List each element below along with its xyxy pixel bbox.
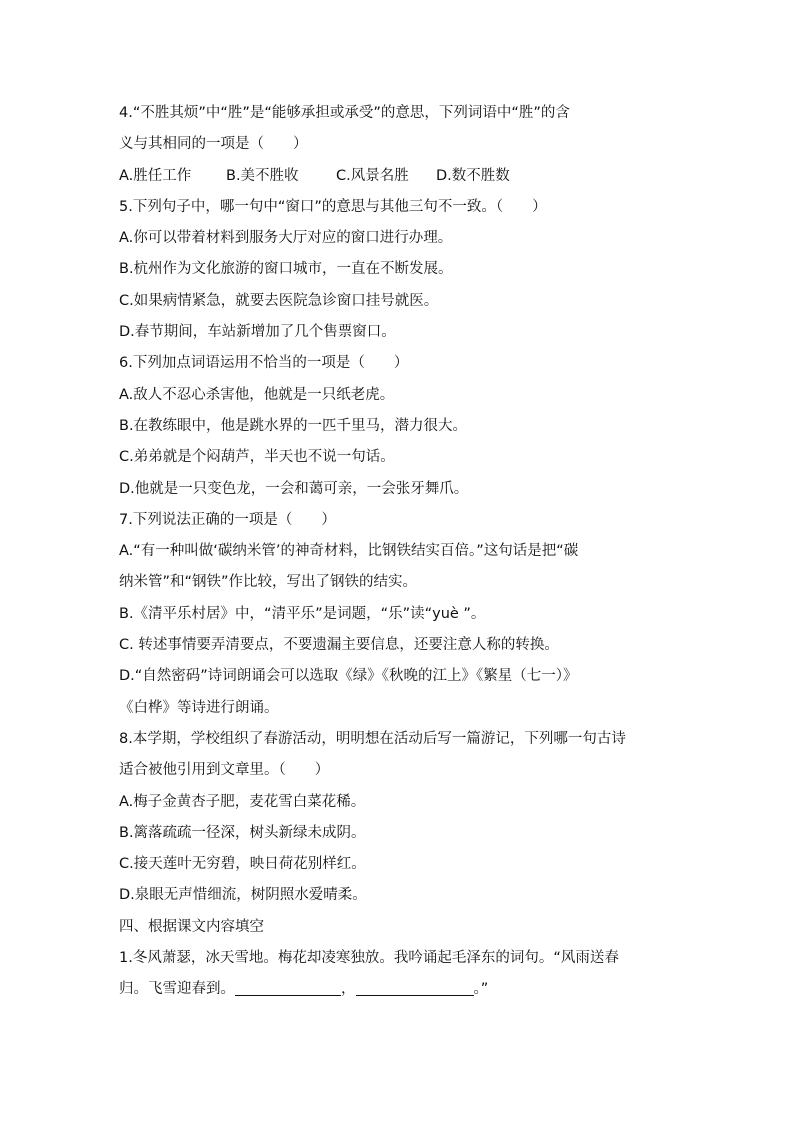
q4-options <box>119 161 679 192</box>
q8-option-c: C.接天莲叶无穷碧，映日荷花别样红。 <box>119 856 366 873</box>
q5-option-b: B.杭州作为文化旅游的窗口城市，一直在不断发展。 <box>119 261 453 278</box>
q8-option-d: D.泉眼无声惜细流，树阴照水爱晴柔。 <box>119 887 367 904</box>
q7-option-b: B.《清平乐村居》中，“清平乐”是词题，“乐”读“yuè ”。 <box>119 605 486 622</box>
fill-q1-prefix: 归。飞雪迎春到。 <box>119 981 235 998</box>
q7-option-d-line1: D.“自然密码”诗词朗诵会可以选取《绿》《秋晚的江上》《繁星（七一）》 <box>119 668 578 685</box>
q4-option-c: C.风景名胜 <box>336 167 409 184</box>
q5-option-a: A.你可以带着材料到服务大厅对应的窗口进行办理。 <box>119 230 453 247</box>
fill-q1-line1: 1.冬风萧瑟，冰天雪地。梅花却凌寒独放。我吟诵起毛泽东的词句。“风雨送春 <box>119 950 619 967</box>
q8-option-b: B.篱落疏疏一径深，树头新绿未成阴。 <box>119 824 366 841</box>
q8-stem-line2: 适合被他引用到文章里。（ ） <box>119 762 330 779</box>
q6-option-a: A.敌人不忍心杀害他，他就是一只纸老虎。 <box>119 386 395 403</box>
fill-q1-separator: ， <box>341 981 356 998</box>
answer-blank-2[interactable] <box>356 979 474 996</box>
answer-blank-1[interactable] <box>235 979 341 996</box>
q6-option-b: B.在教练眼中，他是跳水界的一匹千里马，潜力很大。 <box>119 417 468 434</box>
q8-option-a: A.梅子金黄杏子肥，麦花雪白菜花稀。 <box>119 793 366 810</box>
q7-option-a-line2: 纳米管”和“钢铁”作比较，写出了钢铁的结实。 <box>119 574 418 591</box>
q4-option-d: D.数不胜数 <box>436 167 510 184</box>
fill-q1-end: 。” <box>473 981 489 998</box>
q6-option-c: C.弟弟就是个闷葫芦，半天也不说一句话。 <box>119 449 395 466</box>
q8-stem-line1: 8.本学期，学校组织了春游活动，明明想在活动后写一篇游记，下列哪一句古诗 <box>119 730 626 747</box>
section-heading: 四、根据课文内容填空 <box>119 918 264 935</box>
q4-option-a: A.胜任工作 <box>119 167 192 184</box>
q5-stem: 5.下列句子中，哪一句中“窗口”的意思与其他三句不一致。（ ） <box>119 198 547 215</box>
q5-option-c: C.如果病情紧急，就要去医院急诊窗口挂号就医。 <box>119 292 439 309</box>
q6-stem: 6.下列加点词语运用不恰当的一项是（ ） <box>119 355 409 372</box>
q7-option-a-line1: A.“有一种叫做‘碳纳米管’的神奇材料，比钢铁结实百倍。”这句话是把“碳 <box>119 543 579 560</box>
q7-option-d-line2: 《白桦》等诗进行朗诵。 <box>119 699 279 716</box>
q4-option-b: B.美不胜收 <box>226 167 299 184</box>
q7-stem: 7.下列说法正确的一项是（ ） <box>119 511 336 528</box>
q5-option-d: D.春节期间，车站新增加了几个售票窗口。 <box>119 324 396 341</box>
page-content <box>119 98 679 1006</box>
fill-q1-line2 <box>119 974 679 1005</box>
q7-option-c: C. 转述事情要弄清要点，不要遗漏主要信息，还要注意人称的转换。 <box>119 637 559 654</box>
q4-stem-line2: 义与其相同的一项是（ ） <box>119 136 308 153</box>
q6-option-d: D.他就是一只变色龙，一会和蔼可亲，一会张牙舞爪。 <box>119 480 469 497</box>
q4-stem-line1: 4.“不胜其烦”中“胜”是“能够承担或承受”的意思，下列词语中“胜”的含 <box>119 105 570 121</box>
